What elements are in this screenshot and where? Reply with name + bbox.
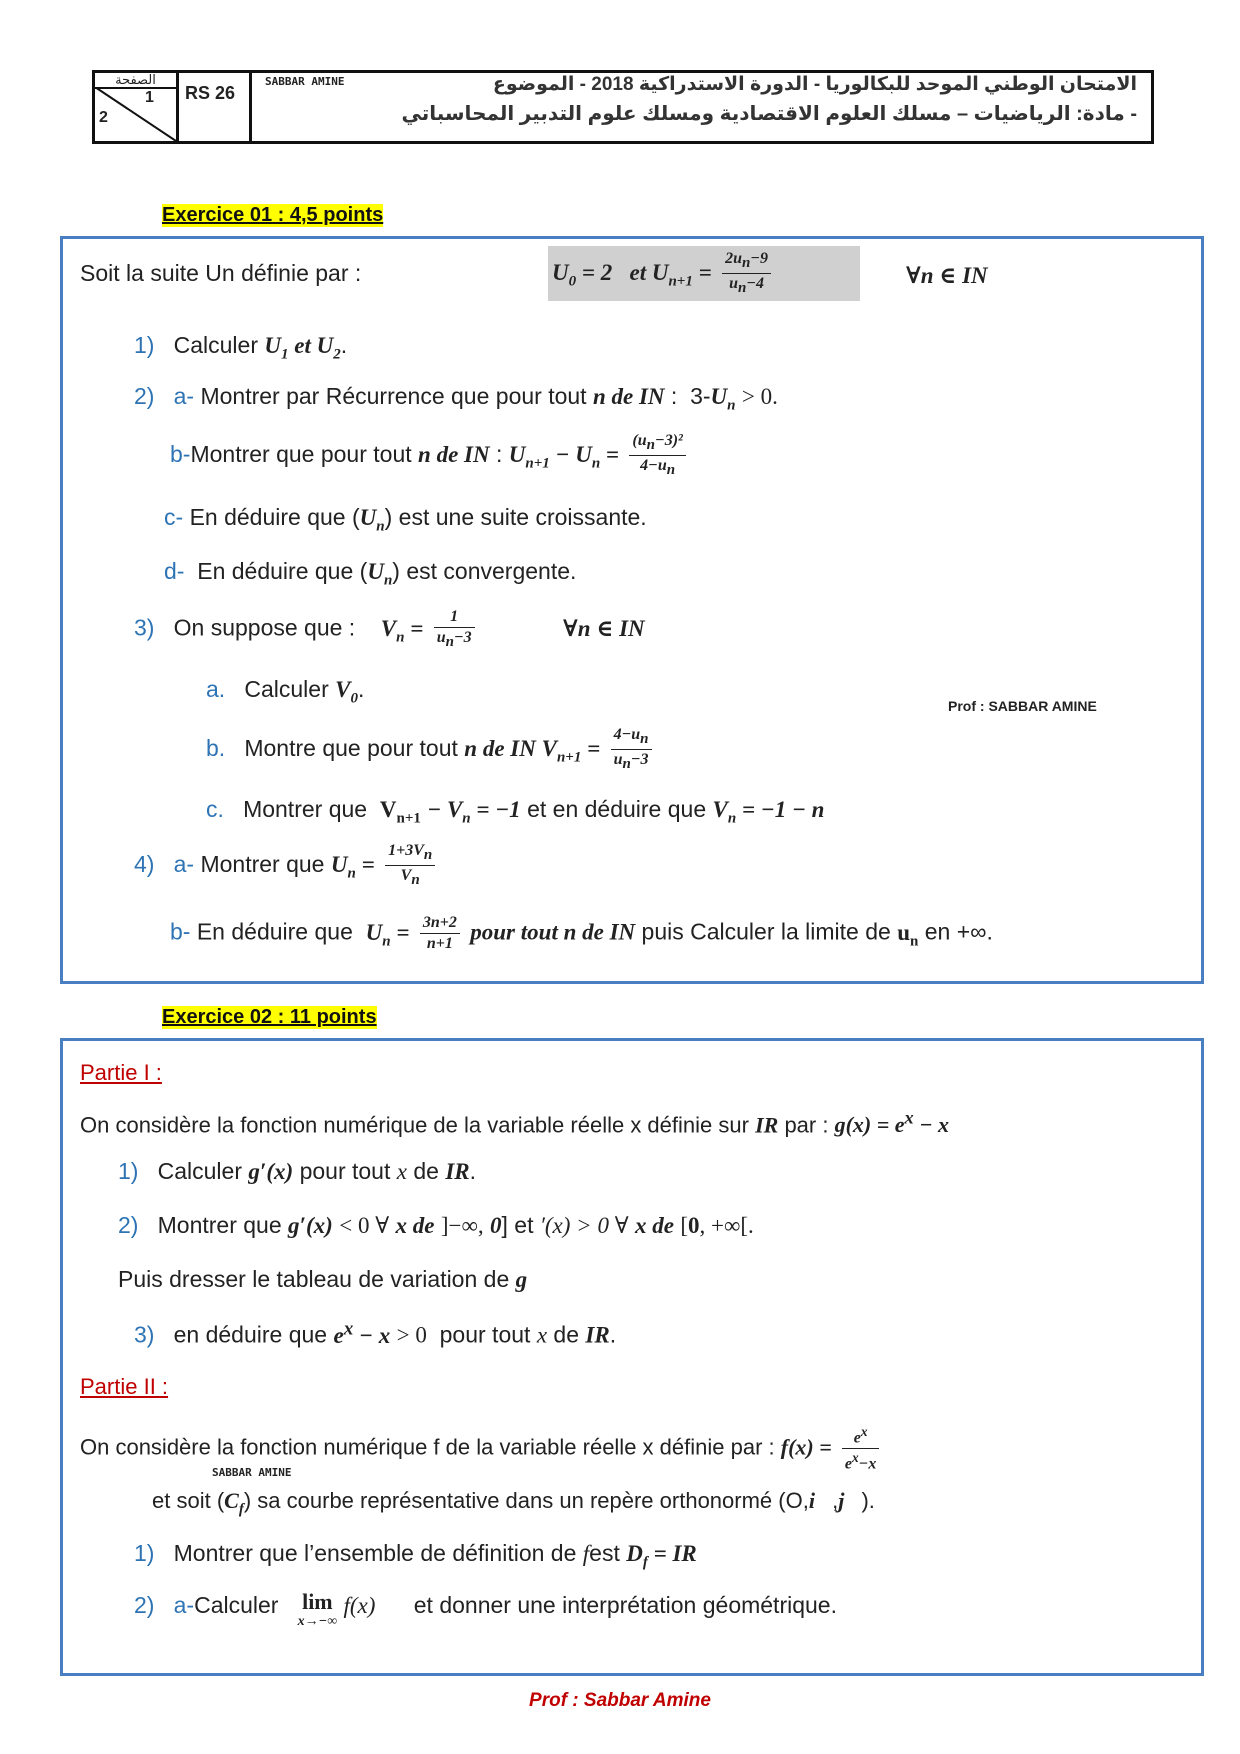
ex1-q4a: 4) a- Montrer que $U_n$ = $\frac{1+3V_n}{V_n}$ [134,842,439,889]
q4a-text: Montrer que [200,850,325,877]
q2-number: 2) [134,383,155,409]
p1-q2-text: Montrer que [157,1212,282,1238]
p2-q1-number: 1) [134,1540,155,1566]
q2c-text: En déduire que [189,504,346,530]
ex1-q2a: 2) a- Montrer par Récurrence que pour tout n de IN : $3-U_n > 0$. [134,383,778,414]
page-current: 1 [145,89,154,106]
ex1-q3: 3) On suppose que : $V_n$ = $\frac{1}{u_n-3}$ ∀n ∈ IN [134,608,645,651]
ex1-q2d: d- En déduire que $(U_n)$ est convergente. [164,558,577,589]
p1-q1-end: pour tout [299,1158,391,1184]
q4-number: 4) [134,850,155,877]
q4b-mid: pour tout n de IN [470,919,636,945]
page-total: 2 [99,109,108,126]
p1-q3-number: 3) [134,1321,155,1348]
p2-q2-text: Calculer [194,1592,279,1618]
footer-credit: Prof : Sabbar Amine [529,1690,711,1711]
p2-soit: et soit $(C_f)$ sa courbe représentative dans un repère orthonormé (O,i⃗,j⃗). [152,1488,875,1518]
code-cell [179,73,252,141]
ex1-q2b: b-Montrer que pour tout n de IN : $U_{n+1} - U_n$ = $\frac{(u_n-3)^2}{4-u_n}$ [170,432,690,479]
q2d-text: En déduire que [197,558,354,584]
p2-intro-text: On considère la fonction numérique f de la variable réelle x définie par : [80,1434,775,1460]
p2-q1-est: est [589,1540,620,1566]
q2d-letter: d- [164,558,185,584]
ex1-q2c: c- En déduire que $(U_n)$ est une suite croissante. [164,504,647,535]
exercise-1-title: Exercice 01 : 4,5 points [162,204,384,226]
p1-q1-number: 1) [118,1158,139,1184]
p2-q1: 1) Montrer que l’ensemble de définition de fest $D_f$ = IR [134,1540,697,1571]
q3a-letter: a. [206,676,226,702]
q3-text: On suppose que : [173,614,356,641]
sequence-definition: $U_0 = 2$ et $U_{n+1}$ = $\frac{2u_n-9}{u_n-4}$ [552,250,775,297]
exam-header [92,70,1154,144]
p2-q1-text: Montrer que l’ensemble de définition de [173,1540,577,1566]
header-title-line1: الامتحان الوطني الموحد للبكالوريا - الدورة الاستدراكية 2018 - الموضوع [492,74,1137,95]
q2d-end: est convergente. [406,558,577,584]
ex1-q3b: b. Montre que pour tout n de IN $V_{n+1}$ = $\frac{4-u_n}{u_n-3}$ [206,726,656,773]
page-label: الصفحة [95,73,176,89]
author-small: SABBAR AMINE [212,1466,292,1479]
q2b-text: Montrer que pour tout [190,440,412,467]
partie-1-title: Partie I : [80,1060,162,1085]
p1-q2-puis: Puis dresser le tableau de variation de g [118,1266,528,1292]
q4a-letter: a- [173,850,195,877]
p1-q1: 1) Calculer g′(x) pour tout x de IR. [118,1158,477,1184]
ex1-q3c: c. Montrer que $V_{n+1} - V_n = -1$ et en déduire que $V_n = -1 - n$ [206,796,825,827]
ex1-q3a: a. Calculer $V_0$. [206,676,365,707]
q4b-end: puis Calculer la limite de [641,918,891,945]
p1-intro-text: On considère la fonction numérique de la variable réelle x définie sur [80,1112,749,1138]
p1-q2-et: et [514,1212,534,1238]
p1-q2-puis-text: Puis dresser le tableau de variation de [118,1266,510,1292]
p2-q2-letter: a- [173,1592,195,1618]
p1-q3: 3) en déduire que $e^x - x > 0$ pour tout x de IR. [134,1318,617,1348]
q1-number: 1) [134,332,155,358]
exercise-2-title: Exercice 02 : 11 points [162,1006,377,1028]
for-all-n-1: ∀n ∈ IN [906,263,988,288]
ex1-q4b: b- En déduire que $U_n$ = $\frac{3n+2}{n+1}$ pour tout n de IN puis Calculer la limite de $u_n$ en +∞. [170,914,993,952]
q2a-text: Montrer par Récurrence que pour tout [200,383,587,409]
q3c-text: Montrer que [243,796,368,822]
p1-q1-text: Calculer [157,1158,242,1184]
partie-2-intro: On considère la fonction numérique f de la variable réelle x définie par : f(x) = $\frac{e^x}{e^x-x}$ [80,1424,883,1474]
p1-q2: 2) Montrer que g′(x) < 0 ∀ x de ]−∞, 0] et ′(x) > 0 ∀ x de [0, +∞[. [118,1212,754,1238]
q2b-letter: b- [170,440,191,467]
p2-soit-text: et soit [152,1488,211,1513]
limit-expression: lim x→−∞ [297,1589,338,1629]
p1-q3-text: en déduire que [173,1321,328,1348]
p2-q2-end: et donner une interprétation géométrique. [413,1592,837,1618]
partie-2-title: Partie II : [80,1374,169,1399]
q3-number: 3) [134,614,155,641]
q2c-end: est une suite croissante. [398,504,647,530]
p1-q3-end: pour tout [439,1321,531,1348]
p2-q2-number: 2) [134,1592,155,1618]
q3b-text: Montre que pour tout [244,734,458,761]
q3b-letter: b. [206,734,226,761]
ex1-intro: Soit la suite Un définie par : [80,260,362,286]
q4b-letter: b- [170,918,191,945]
q3a-text: Calculer [244,676,329,702]
q2a-letter: a- [173,383,195,409]
header-title-line2: - مادة: الرياضيات – مسلك العلوم الاقتصادية ومسلك علوم التدبير المحاسباتي [401,103,1137,125]
p2-q2: 2) a-Calculer lim x→−∞ f(x) et donner une interprétation géométrique. [134,1592,837,1632]
prof-note: Prof : SABBAR AMINE [948,698,1097,714]
partie-1-intro: On considère la fonction numérique de la variable réelle x définie sur IR par : $g(x) = e^x - x$ [80,1108,950,1138]
p2-soit-end: sa courbe représentative dans un repère orthonormé [257,1488,773,1513]
ex1-q1: 1) Calculer $U_1$ et $U_2$. [134,332,348,363]
q2c-letter: c- [164,504,184,530]
q4b-text: En déduire que [196,918,353,945]
exam-code: RS 26 [185,83,236,103]
q1-text: Calculer [173,332,258,358]
p1-intro-par: par : [784,1112,829,1138]
p1-q2-number: 2) [118,1212,139,1238]
q3c-mid: et en déduire que [527,796,707,822]
q3c-letter: c. [206,796,224,822]
page-number-cell [95,73,179,141]
author-tag: SABBAR AMINE [265,75,345,88]
